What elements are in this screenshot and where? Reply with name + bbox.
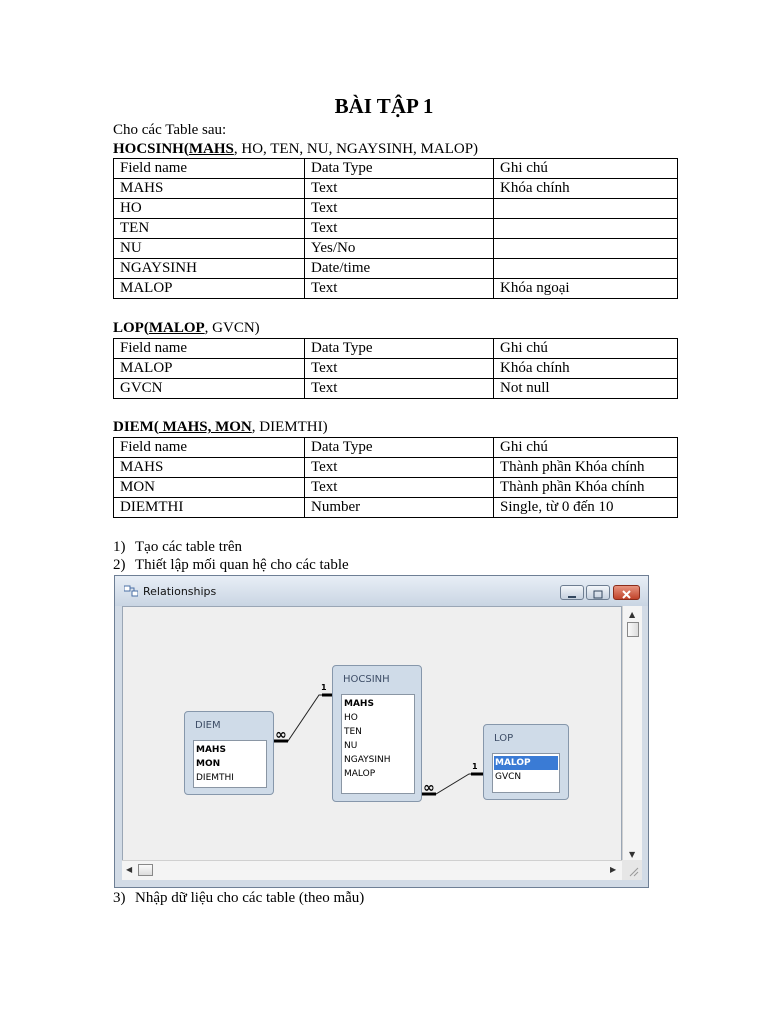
- lop-schema: LOP(MALOP, GVCN): [113, 320, 260, 336]
- cell: MAHS: [114, 458, 305, 478]
- hocsinh-field-list[interactable]: [332, 665, 422, 802]
- schema-name: DIEM: [113, 419, 154, 435]
- step-number: 1): [113, 539, 126, 555]
- table-row: [114, 239, 678, 259]
- many-symbol: ∞: [423, 780, 435, 796]
- field-item[interactable]: GVCN: [495, 772, 522, 782]
- schema-rest: , HO, TEN, NU, NGAYSINH, MALOP): [233, 141, 479, 157]
- cell: GVCN: [114, 379, 305, 399]
- table-row: [114, 359, 678, 379]
- field-item[interactable]: MAHS: [344, 699, 374, 709]
- header-cell: Data Type: [305, 339, 494, 359]
- page-title: BÀI TẬP 1: [334, 94, 434, 118]
- horizontal-scrollbar[interactable]: [122, 860, 622, 880]
- relationships-window: [114, 575, 649, 888]
- header-cell: Field name: [114, 159, 305, 179]
- cell: Date/time: [305, 259, 494, 279]
- table-header-row: [114, 438, 678, 458]
- cell: Text: [305, 219, 494, 239]
- cell: Thành phần Khóa chính: [494, 458, 678, 478]
- scroll-down-icon[interactable]: ▼: [629, 850, 636, 859]
- cell: MALOP: [114, 359, 305, 379]
- scroll-left-icon[interactable]: ◀: [126, 865, 133, 874]
- hocsinh-table: [113, 158, 678, 299]
- cell: Single, từ 0 đến 10: [494, 498, 678, 518]
- field-list-box: [193, 740, 267, 788]
- step-text: Tạo các table trên: [135, 539, 243, 555]
- cell: TEN: [114, 219, 305, 239]
- scroll-up-icon[interactable]: ▲: [629, 610, 636, 619]
- cell: MAHS: [114, 179, 305, 199]
- table-row: [114, 478, 678, 498]
- close-icon: [614, 588, 639, 601]
- field-list-box: [341, 694, 415, 794]
- step-number: 2): [113, 557, 126, 573]
- header-cell: Ghi chú: [494, 438, 678, 458]
- cell: Khóa ngoại: [494, 279, 678, 299]
- cell: Thành phần Khóa chính: [494, 478, 678, 498]
- schema-name: LOP: [113, 320, 144, 336]
- relationships-canvas[interactable]: [122, 606, 622, 868]
- table-row: [114, 219, 678, 239]
- schema-name: HOCSINH: [113, 141, 184, 157]
- header-cell: Data Type: [305, 438, 494, 458]
- one-symbol: 1: [321, 683, 327, 692]
- cell: Yes/No: [305, 239, 494, 259]
- cell: Text: [305, 359, 494, 379]
- lop-table: [113, 338, 678, 399]
- relationships-icon: [124, 585, 138, 597]
- lop-field-list[interactable]: [483, 724, 569, 800]
- maximize-button[interactable]: [586, 585, 610, 600]
- schema-rest: , DIEMTHI): [251, 419, 328, 435]
- header-cell: Field name: [114, 339, 305, 359]
- horizontal-scroll-thumb[interactable]: [138, 864, 153, 876]
- cell: Khóa chính: [494, 359, 678, 379]
- field-list-title: LOP: [494, 733, 514, 744]
- vertical-scrollbar[interactable]: [622, 606, 642, 868]
- step-3: [113, 889, 364, 907]
- cell: HO: [114, 199, 305, 219]
- header-cell: Data Type: [305, 159, 494, 179]
- field-item[interactable]: HO: [344, 713, 358, 723]
- table-header-row: [114, 159, 678, 179]
- field-list-title: HOCSINH: [343, 674, 390, 685]
- cell: [494, 239, 678, 259]
- field-list-title: DIEM: [195, 720, 221, 731]
- table-row: [114, 259, 678, 279]
- close-button[interactable]: [613, 585, 640, 600]
- table-header-row: [114, 339, 678, 359]
- cell: Text: [305, 199, 494, 219]
- vertical-scroll-thumb[interactable]: [627, 622, 639, 637]
- cell: [494, 199, 678, 219]
- step-1: [113, 538, 242, 556]
- schema-key: MAHS, MON: [158, 419, 252, 435]
- header-cell: Ghi chú: [494, 339, 678, 359]
- cell: Text: [305, 379, 494, 399]
- resize-grip[interactable]: [622, 860, 642, 880]
- field-item[interactable]: MON: [196, 759, 221, 769]
- many-symbol: ∞: [275, 727, 287, 743]
- one-symbol: 1: [472, 762, 478, 771]
- step-number: 3): [113, 890, 126, 906]
- field-item-selected[interactable]: MALOP: [494, 756, 558, 770]
- field-item[interactable]: NU: [344, 741, 358, 751]
- diem-schema: DIEM( MAHS, MON, DIEMTHI): [113, 419, 328, 435]
- cell: NGAYSINH: [114, 259, 305, 279]
- step-text: Thiết lập mối quan hệ cho các table: [135, 557, 349, 573]
- table-row: [114, 379, 678, 399]
- cell: MALOP: [114, 279, 305, 299]
- intro-text: Cho các Table sau:: [113, 122, 227, 138]
- restore-icon: [587, 588, 609, 601]
- cell: NU: [114, 239, 305, 259]
- cell: DIEMTHI: [114, 498, 305, 518]
- cell: Text: [305, 478, 494, 498]
- step-text: Nhập dữ liệu cho các table (theo mẫu): [135, 890, 365, 906]
- field-list-box: [492, 753, 560, 793]
- cell: [494, 219, 678, 239]
- field-item[interactable]: MALOP: [344, 769, 376, 779]
- table-row: [114, 279, 678, 299]
- diem-table: [113, 437, 678, 518]
- field-item[interactable]: DIEMTHI: [196, 773, 234, 783]
- cell: Khóa chính: [494, 179, 678, 199]
- resize-grip-icon: [622, 860, 642, 880]
- header-cell: Ghi chú: [494, 159, 678, 179]
- table-row: [114, 498, 678, 518]
- cell: Text: [305, 279, 494, 299]
- header-cell: Field name: [114, 438, 305, 458]
- field-item[interactable]: NGAYSINH: [344, 755, 391, 765]
- step-2: [113, 556, 349, 574]
- cell: Text: [305, 458, 494, 478]
- schema-key: MALOP: [148, 320, 205, 336]
- table-row: [114, 458, 678, 478]
- minimize-icon: [561, 588, 583, 601]
- schema-rest: , GVCN): [204, 320, 260, 336]
- field-item[interactable]: TEN: [344, 727, 362, 737]
- window-title: Relationships: [143, 585, 217, 598]
- schema-key: MAHS: [188, 141, 234, 157]
- table-row: [114, 179, 678, 199]
- cell: MON: [114, 478, 305, 498]
- table-row: [114, 199, 678, 219]
- cell: Number: [305, 498, 494, 518]
- cell: Text: [305, 179, 494, 199]
- scroll-right-icon[interactable]: ▶: [610, 865, 617, 874]
- field-item[interactable]: MAHS: [196, 745, 226, 755]
- hocsinh-schema: HOCSINH(MAHS, HO, TEN, NU, NGAYSINH, MALOP): [113, 141, 479, 157]
- diem-field-list[interactable]: [184, 711, 274, 795]
- window-titlebar[interactable]: [115, 576, 648, 606]
- cell: Not null: [494, 379, 678, 399]
- minimize-button[interactable]: [560, 585, 584, 600]
- cell: [494, 259, 678, 279]
